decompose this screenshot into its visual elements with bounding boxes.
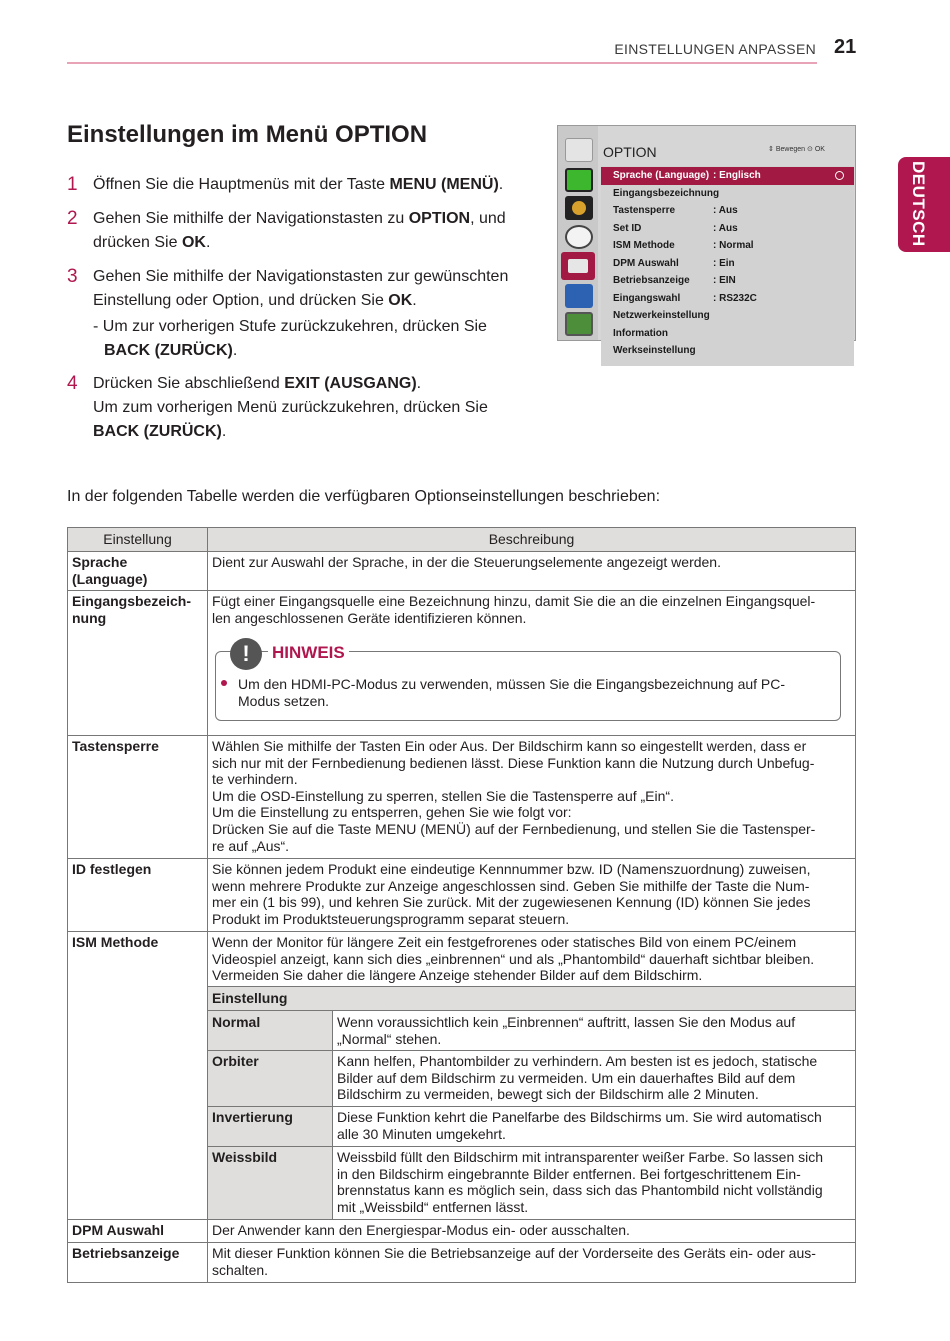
row-divider bbox=[207, 1050, 855, 1051]
mode-invertierung: Invertierung bbox=[212, 1109, 293, 1125]
header-rule bbox=[67, 62, 817, 64]
select-icon bbox=[835, 171, 844, 180]
setting-id-festlegen: ID festlegen bbox=[72, 861, 152, 877]
desc-invertierung: Diese Funktion kehrt die Panelfarbe des Bildschirms um. Sie wird automatisch alle 30 Minuten umgekehrt. bbox=[337, 1109, 822, 1142]
desc-weissbild: Weissbild füllt den Bildschirm mit intransparenter weißer Farbe. So lassen sich in den Bildschirm eingebrannte Bilder entfernen. Bei fortgeschrittenem Ein- brennstatus kann es möglich sein, dass sich das Phantombild nicht vollständig mit „Weissbild“ entfernen lässt. bbox=[337, 1149, 824, 1215]
mode-normal: Normal bbox=[212, 1014, 261, 1030]
mode-orbiter: Orbiter bbox=[212, 1053, 259, 1069]
osd-menu-item[interactable]: Netzwerkeinstellung bbox=[613, 310, 710, 321]
col-header-description: Beschreibung bbox=[488, 531, 575, 547]
photo-icon bbox=[565, 312, 593, 336]
desc-orbiter: Kann helfen, Phantombilder zu verhindern. Am besten ist es jedoch, statische Bilder auf dem Bildschirm zu vermeiden. Um ein dauerhaftes Bild auf dem Bildschirm zu vermeiden, bewegt sich der Bildschirm alle 2 Minuten. bbox=[337, 1053, 818, 1103]
page-title: Einstellungen im Menü OPTION bbox=[67, 121, 428, 148]
osd-icon-column bbox=[558, 126, 598, 340]
osd-menu-item[interactable]: Set ID : Aus bbox=[613, 222, 738, 234]
suitcase-icon bbox=[565, 138, 593, 162]
page-number: 21 bbox=[834, 36, 857, 58]
desc-sprache: Dient zur Auswahl der Sprache, in der die Steuerungselemente angezeigt werden. bbox=[212, 554, 721, 570]
step-text: Gehen Sie mithilfe der Navigationstasten zur gewünschten Einstellung oder Option, und drücken Sie OK. bbox=[93, 268, 509, 309]
setting-tastensperre: Tastensperre bbox=[72, 738, 159, 754]
desc-normal: Wenn voraussichtlich kein „Einbrennen“ auftritt, lassen Sie den Modus auf „Normal“ stehen. bbox=[337, 1014, 796, 1047]
exclamation-icon: ! bbox=[230, 638, 262, 670]
step-number: 1 bbox=[67, 174, 78, 195]
multi-screen-icon bbox=[565, 284, 593, 308]
clock-icon bbox=[565, 225, 593, 249]
setting-eingangsbezeichnung: Eingangsbezeich- nung bbox=[72, 593, 192, 626]
row-divider bbox=[207, 1106, 855, 1107]
step-number: 2 bbox=[67, 208, 78, 229]
step-number: 3 bbox=[67, 266, 78, 287]
mode-weissbild: Weissbild bbox=[212, 1149, 278, 1165]
ok-icon: ⊙ bbox=[806, 146, 813, 153]
subtable-divider bbox=[332, 1010, 333, 1219]
osd-menu-item[interactable]: Werkseinstellung bbox=[613, 345, 696, 356]
options-table bbox=[67, 527, 856, 1283]
row-divider bbox=[68, 931, 855, 932]
speaker-icon bbox=[565, 196, 593, 220]
setting-dpm-auswahl: DPM Auswahl bbox=[72, 1222, 165, 1238]
col-header-setting: Einstellung bbox=[103, 531, 172, 547]
desc-id-festlegen: Sie können jedem Produkt eine eindeutige Kennnummer bzw. ID (Namenszuordnung) zuweisen, wenn mehrere Produkte zur Anzeige angeschlossen sind. Geben Sie mithilfe der Taste die Num- mer ein (1 bis 99), und kehren Sie zurück. Mit der zugewiesenen Kennung (ID) können Sie jedes Produkt im Produktsteuerungsprogramm separat steuern. bbox=[212, 861, 811, 927]
setting-ism-methode: ISM Methode bbox=[72, 934, 159, 950]
running-header: EINSTELLUNGEN ANPASSEN bbox=[614, 41, 816, 57]
desc-dpm-auswahl: Der Anwender kann den Energiespar-Modus ein- oder ausschalten. bbox=[212, 1222, 630, 1238]
desc-eingangsbezeichnung: Fügt einer Eingangsquelle eine Bezeichnung hinzu, damit Sie die an die einzelnen Eingangsquel- len angeschlossenen Geräte identifizieren können. bbox=[212, 593, 816, 626]
setting-betriebsanzeige: Betriebsanzeige bbox=[72, 1245, 180, 1261]
row-divider bbox=[68, 858, 855, 859]
osd-menu-item[interactable]: Eingangswahl : RS232C bbox=[613, 292, 757, 304]
step-text: Drücken Sie abschließend EXIT (AUSGANG). Um zum vorherigen Menü zurückzukehren, drücken Sie BACK (ZURÜCK). bbox=[93, 375, 488, 440]
step-3-sub: - Um zur vorherigen Stufe zurückzukehren, drücken Sie BACK (ZURÜCK). bbox=[93, 318, 487, 359]
osd-menu-item[interactable]: Information bbox=[613, 327, 668, 339]
option-toolbox-icon bbox=[561, 252, 595, 280]
desc-ism-methode: Wenn der Monitor für längere Zeit ein festgefrorenes oder statisches Bild von einem PC/einem Videospiel anzeigt, kann sich dies „einbrennen“ und als „Phantombild“ dauerhaft sichtbar bleiben. Vermeiden Sie daher die längere Anzeige stehender Bilder auf dem Bildschirm. bbox=[212, 934, 815, 984]
step-text: Gehen Sie mithilfe der Navigationstasten zu OPTION, und drücken Sie OK. bbox=[93, 210, 506, 251]
row-divider bbox=[68, 590, 855, 591]
row-divider bbox=[68, 1219, 855, 1220]
osd-menu-item[interactable]: Sprache (Language) : Englisch bbox=[601, 167, 854, 185]
picture-icon bbox=[565, 168, 593, 192]
osd-navigation-hint: ⇕ Bewegen ⊙ OK bbox=[768, 146, 825, 153]
arrows-icon: ⇕ bbox=[768, 146, 774, 153]
osd-menu-item[interactable]: Eingangsbezeichnung bbox=[613, 187, 720, 199]
osd-menu-list bbox=[601, 166, 854, 366]
row-divider bbox=[68, 735, 855, 736]
osd-menu-item[interactable]: DPM Auswahl : Ein bbox=[613, 257, 735, 269]
table-intro: In der folgenden Tabelle werden die verfügbaren Optionseinstellungen beschrieben: bbox=[67, 488, 661, 505]
osd-menu-screenshot bbox=[557, 125, 856, 356]
osd-menu-item[interactable]: ISM Methode : Normal bbox=[613, 240, 754, 251]
step-number: 4 bbox=[67, 373, 78, 394]
note-title: HINWEIS bbox=[268, 643, 349, 663]
subtable-header-bg bbox=[208, 987, 855, 1010]
row-divider bbox=[68, 551, 855, 552]
row-divider bbox=[207, 1146, 855, 1147]
subtable-header: Einstellung bbox=[212, 990, 288, 1006]
side-tab-label: DEUTSCH bbox=[909, 161, 928, 247]
desc-betriebsanzeige: Mit dieser Funktion können Sie die Betriebsanzeige auf der Vorderseite des Geräts ein- oder aus- schalten. bbox=[212, 1245, 816, 1278]
setting-sprache: Sprache (Language) bbox=[72, 554, 148, 587]
step-text: Öffnen Sie die Hauptmenüs mit der Taste MENU (MENÜ). bbox=[93, 176, 504, 193]
language-side-tab bbox=[898, 157, 950, 252]
bullet-icon bbox=[221, 680, 227, 686]
osd-title: OPTION bbox=[603, 144, 657, 160]
row-divider bbox=[68, 1242, 855, 1243]
osd-menu-item[interactable]: Tastensperre : Aus bbox=[613, 205, 738, 216]
desc-tastensperre: Wählen Sie mithilfe der Tasten Ein oder Aus. Der Bildschirm kann so eingestellt werden, dass er sich nur mit der Fernbedienung bedienen lässt. Diese Funktion kann die Nutzung durch Unbefug- te verhindern. Um die OSD-Einstellung zu sperren, stellen Sie die Tastensperre auf „Ein“. Um die Einstellung zu entsperren, gehen Sie wie folgt vor: Drücken Sie auf die Taste MENU (MENÜ) auf der Fernbedienung, und stellen Sie die Tastensper- re auf „Aus“. bbox=[212, 738, 816, 854]
note-box bbox=[215, 641, 841, 721]
note-text: Um den HDMI-PC-Modus zu verwenden, müssen Sie die Eingangsbezeichnung auf PC- Modus setzen. bbox=[238, 676, 786, 709]
osd-menu-item[interactable]: Betriebsanzeige : EIN bbox=[613, 275, 736, 286]
